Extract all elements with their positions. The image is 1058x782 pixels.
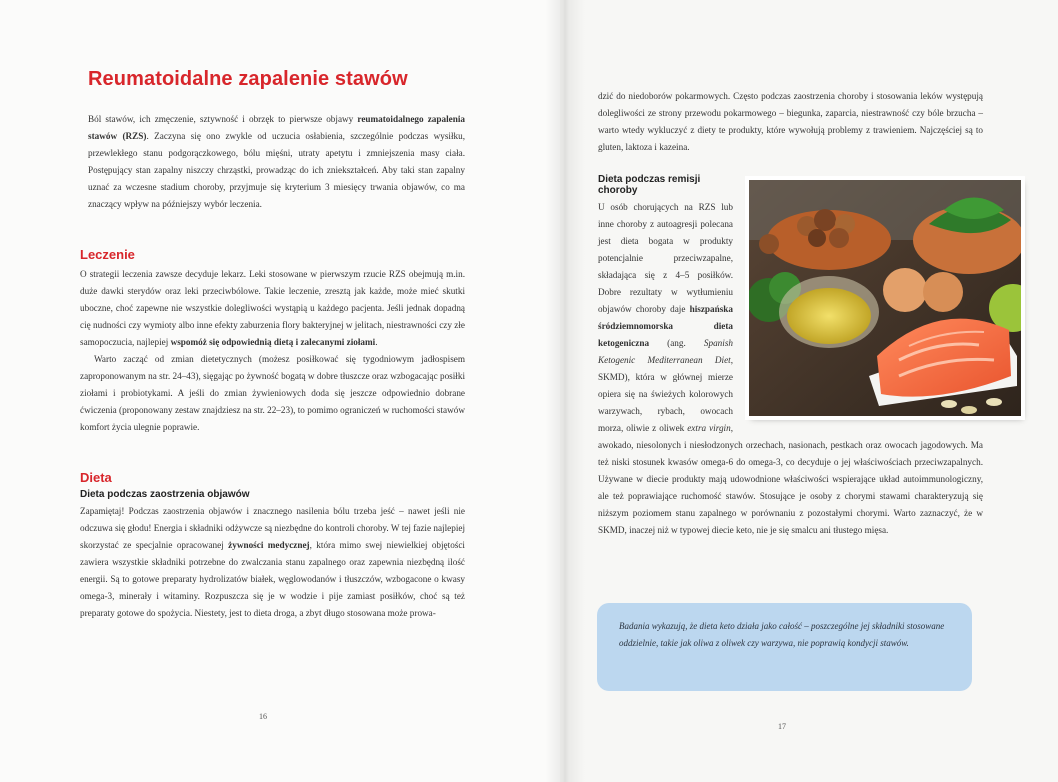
book-gutter-shadow (545, 0, 585, 782)
diet-text-1: Zapamiętaj! Podczas zaostrzenia objawów i znacznego nasilenia bólu trzeba jeść – nawet jeśli nie odczuwa się głodu! Energia i składniki odżywcze są niezbędne do kontroli choroby. W tej fazie najlepiej skorzystać ze specjalnie opracowanej (80, 506, 465, 550)
remission-section (598, 174, 983, 539)
diet-heading: Dieta (80, 470, 112, 485)
intro-text-2: . Zaczyna się ono zwykle od uczucia osłabienia, szczególnie podczas wysiłku, przewlekłego stanu podgorączkowego, bólu mięśni, utraty apetytu i zmniejszenia masy ciała. Postępujący stan zapalny niszczy chrząstki, prowadząc do ich zniekształceń. Aby taki stan zapalny uznać za wczesne stadium choroby, przyjmuje się kryterium 3 miesięcy trwania objawów, co ma znaczący wpływ na późniejszy wybór leczenia. (88, 131, 465, 209)
intro-text-1: Ból stawów, ich zmęczenie, sztywność i obrzęk to pierwsze objawy (88, 114, 358, 124)
treatment-section (80, 247, 465, 436)
diet-remission-subheading: Dieta podczas remisji choroby (598, 174, 701, 196)
treatment-paragraph-1 (80, 266, 465, 351)
food-photo (743, 174, 1027, 422)
quote-text: Badania wykazują, że dieta keto działa jako całość – poszczególne jej składniki stosowane oddzielnie, takie jak oliwa z oliwek czy warzywa, nie poprawią kondycji stawów. (619, 621, 945, 648)
treatment-text-2: . (375, 337, 378, 347)
food-photo-frame (749, 180, 1021, 416)
right-page-content (598, 88, 983, 539)
chapter-title: Reumatoidalne zapalenie stawów (88, 68, 408, 90)
quote-box (597, 603, 972, 691)
treatment-bold: wspomóż się odpowiednią dietą i zalecanymi ziołami (170, 337, 376, 347)
treatment-text-1: O strategii leczenia zawsze decyduje lekarz. Leki stosowane w pierwszym rzucie RZS obejmują m.in. duże dawki sterydów oraz leki przeciwbólowe. Takie leczenie, zresztą jak każde, może mieć skutki uboczne, choć zapewne nie wszystkie dolegliwości wystąpią u każdego pacjenta. Jeśli jednak dopadną cię nudności czy wymioty albo inne efekty zaburzenia flory bakteryjnej w jelitach, niestrawności czy złe samopoczucia, najlepiej (80, 269, 465, 347)
intro-section (88, 111, 465, 213)
remission-bold: hiszpańska śródziemnomorska dieta ketogeniczna (598, 304, 733, 348)
intro-bold-term: reumatoidalnego zapalenia stawów (RZS) (88, 114, 465, 141)
remission-text-2: (ang. (649, 338, 704, 348)
left-page-content (80, 68, 465, 622)
page-number-left: 16 (259, 712, 267, 721)
remission-text-1: U osób chorujących na RZS lub inne choroby z autoagresji polecana jest dieta bogata w produkty potencjalnie przeciwzapalne, składająca się z 4–5 posiłków. Dobre rezultaty w wytłumieniu objawów choroby daje (598, 202, 733, 314)
treatment-paragraph-2: Warto zacząć od zmian dietetycznych (możesz posiłkować się tygodniowym jadłospisem zaproponowanym na str. 24–43), sięgając po żywność bogatą w dobre tłuszcze oraz wzbogacając posiłki ziołami i probiotykami. A jeśli do zmian żywieniowych doda się jeszcze odpowiednio dobrane ćwiczenia (proponowany zestaw znajdziesz na str. 22–23), to pomimo ograniczeń w ruchomości stawów komfort życia ulegnie poprawie. (80, 354, 465, 432)
remission-text-3: , SKMD), która w głównej mierze opiera się na świeżych kolorowych warzywach, rybach, owocach morza, oliwie z oliwek (598, 355, 733, 433)
remission-text-4: , awokado, niesolonych i niesłodzonych orzechach, nasionach, pestkach oraz owocach jagodowych. Ma też niski stosunek kwasów omega-6 do omega-3, co decyduje o jej właściwościach przeciwzapalnych. Używane w diecie produkty mają udowodnione właściwości wspierające układ autoimmunologiczny, ale też poprawiające ruchomość stawów. Stosujące je osoby z chorymi stawami charakteryzują się niższym poziomem stanu zapalnego w porównaniu z pozostałymi chorymi. Warto zaznaczyć, że w SKMD, inaczej niż w typowej diecie keto, nie je się smalcu ani tłustego mięsa. (598, 423, 983, 535)
diet-section (80, 470, 465, 622)
treatment-heading: Leczenie (80, 247, 135, 262)
page-number-right: 17 (778, 722, 786, 731)
intro-paragraph (88, 111, 465, 213)
food-photo-icon (749, 180, 1021, 416)
diet-flare-subheading: Dieta podczas zaostrzenia objawów (80, 489, 250, 500)
remission-italic: Spanish Ketogenic Mediterranean Diet (598, 338, 733, 365)
diet-bold: żywności medycznej (228, 540, 310, 550)
remission-italic-2: extra virgin (687, 423, 731, 433)
continuation-paragraph: dzić do niedoborów pokarmowych. Często podczas zaostrzenia choroby i stosowania leków występują dolegliwości ze strony przewodu pokarmowego – biegunka, zaparcia, niestrawność czy bóle brzucha – warto wtedy wykluczyć z diety te produkty, które wywołują problemy z trawieniem. Najczęściej są to gluten, laktoza i kazeina. (598, 91, 983, 152)
diet-flare-paragraph (80, 503, 465, 622)
diet-text-2: , która mimo swej niewielkiej objętości zawiera wszystkie składniki potrzebne do zwalczania stanu zapalnego oraz zapewnia niezbędną ilość energii. Są to gotowe preparaty hydrolizatów białek, węglowodanów i tłuszczów, wzbogacone o kwasy omega-3, minerały i witaminy. Rozpuszcza się je w wodzie i pije zamiast posiłków, choć są też preparaty gotowe do spożycia. Niestety, jest to dieta droga, a zbyt długo stosowana może prowa- (80, 540, 465, 618)
